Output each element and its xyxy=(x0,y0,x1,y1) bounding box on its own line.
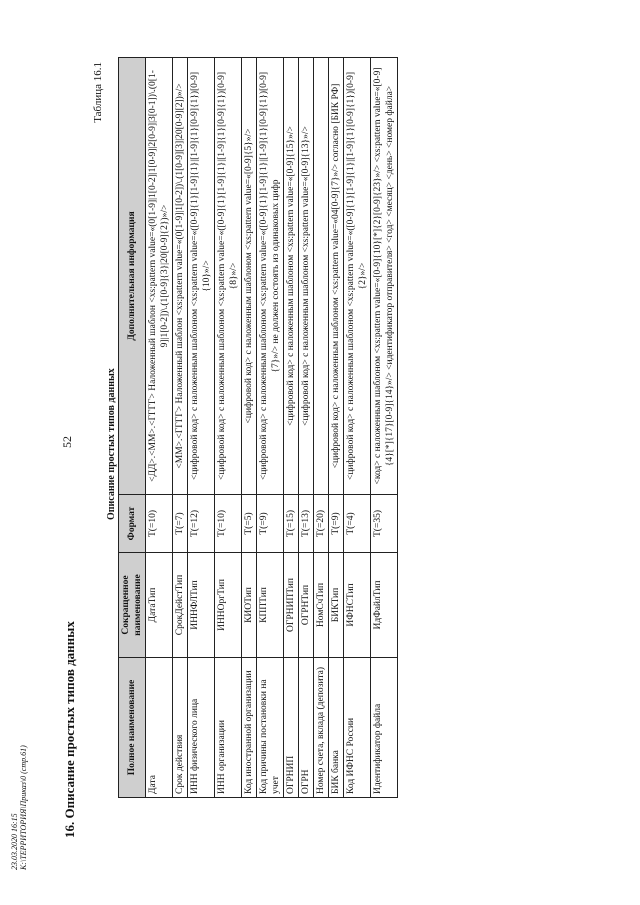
full-name-cell: БИК банка xyxy=(329,658,344,798)
info-cell: <цифровой код> с наложенным шаблоном <xs:pattern value=«([0-9]{1}[1-9]{1}|[1-9]{1}[0-9]{1})[0-9]{2}»/> xyxy=(344,58,371,495)
column-header: Формат xyxy=(119,495,146,553)
table-row xyxy=(284,58,299,798)
format-cell: T(=7) xyxy=(173,495,188,553)
short-name-cell: ИННОргТип xyxy=(215,553,242,658)
info-cell: <цифровой код> с наложенным шаблоном <xs:pattern value=«([0-9]{1}[1-9]{1}|[1-9]{1}[0-9]{1})[0-9]{8}»/> xyxy=(215,58,242,495)
format-cell: T(=10) xyxy=(146,495,173,553)
info-cell: <ММ>.<ГГГГ> Наложенный шаблон <xs:pattern value=«(0[1-9]|1[0-2])\.(1[0-9][3]|20[0-9][2])»/> xyxy=(173,58,188,495)
document-footer xyxy=(10,745,28,870)
table-header-row xyxy=(119,58,146,798)
full-name-cell: Дата xyxy=(146,658,173,798)
column-header: Полное наименование xyxy=(119,658,146,798)
format-cell: T(=12) xyxy=(188,495,215,553)
footer-path: К:\ТЕРРИТОРИЯ\Приказ\0 (стр.61) xyxy=(19,745,28,870)
info-cell: <цифровой код> с наложенным шаблоном <xs:pattern value=«([0-9]{1}[1-9]{1}|[1-9]{1}[0-9]{1})[0-9]{10}»/> xyxy=(188,58,215,495)
info-cell xyxy=(314,58,329,495)
full-name-cell: Код иностранной организации xyxy=(242,658,257,798)
short-name-cell: НомСчТип xyxy=(314,553,329,658)
table-row xyxy=(371,58,398,798)
table-row xyxy=(242,58,257,798)
full-name-cell: ОГРНИП xyxy=(284,658,299,798)
page-number: 52 xyxy=(60,436,74,448)
info-cell: <цифровой код> с наложенным шаблоном <xs:pattern value=«04[0-9]{7}»/> согласно [БИК РФ] xyxy=(329,58,344,495)
short-name-cell: ОГРНТип xyxy=(299,553,314,658)
full-name-cell: ИНН организации xyxy=(215,658,242,798)
table-row xyxy=(314,58,329,798)
data-types-table xyxy=(118,57,398,798)
table-row xyxy=(329,58,344,798)
full-name-cell: Код ИФНС России xyxy=(344,658,371,798)
column-header: Сокращенное наименование xyxy=(119,553,146,658)
info-cell: <цифровой код> с наложенным шаблоном <xs:pattern value=«[0-9]{5}»/> xyxy=(242,58,257,495)
format-cell: T(=15) xyxy=(284,495,299,553)
table-row xyxy=(344,58,371,798)
short-name-cell: ИдФайлТип xyxy=(371,553,398,658)
format-cell: T(=20) xyxy=(314,495,329,553)
table-row xyxy=(188,58,215,798)
info-cell: <цифровой код> с наложенным шаблоном <xs:pattern value=«[0-9]{15}»/> xyxy=(284,58,299,495)
info-cell: <цифровой код> с наложенным шаблоном <xs:pattern value=«[0-9]{13}»/> xyxy=(299,58,314,495)
footer-timestamp: 23.03.2020 16:15 xyxy=(10,813,19,870)
full-name-cell: Код причины постановки на учет xyxy=(257,658,284,798)
info-cell: <код> с наложенным шаблоном <xs:pattern value=«[0-9]{10}[*]{2}[0-9]{23}»/> <xs:pattern value=«[0-9]{4}[*]{17}[0-9]{14}»/> <идентификатор отправителя> <год> <месяц> <день> <номер файла> xyxy=(371,58,398,495)
short-name-cell: ИННФЛТип xyxy=(188,553,215,658)
info-cell: <цифровой код> с наложенным шаблоном <xs:pattern value=«([0-9]{1}[1-9]{1}|[1-9]{1}[0-9]{1})[0-9]{7}»/> не должен состоять из одинаковых цифр xyxy=(257,58,284,495)
short-name-cell: ДатаТип xyxy=(146,553,173,658)
full-name-cell: Срок действия xyxy=(173,658,188,798)
table-row xyxy=(299,58,314,798)
format-cell: T(=4) xyxy=(344,495,371,553)
table-row xyxy=(215,58,242,798)
full-name-cell: Номер счета, вклада (депозита) xyxy=(314,658,329,798)
table-label: Таблица 16.1 xyxy=(92,62,104,123)
short-name-cell: ОГРНИПТип xyxy=(284,553,299,658)
full-name-cell: ИНН физического лица xyxy=(188,658,215,798)
table-row xyxy=(257,58,284,798)
short-name-cell: СрокДейстТип xyxy=(173,553,188,658)
table-row xyxy=(173,58,188,798)
format-cell: T(=13) xyxy=(299,495,314,553)
format-cell: T(=35) xyxy=(371,495,398,553)
short-name-cell: БИКТип xyxy=(329,553,344,658)
info-cell: <ДД>.<ММ>.<ГГГГ> Наложенный шаблон <xs:pattern value=«(0[1-9]|1[0-2]|1[0-9]|2[0-9]|3[0-1])\.(0[1-9]|1[0-2])\.(1[0-9]{3}|20[0-9]{2})»/> xyxy=(146,58,173,495)
table-row xyxy=(146,58,173,798)
short-name-cell: КППТип xyxy=(257,553,284,658)
short-name-cell: ИФНСТип xyxy=(344,553,371,658)
rotated-page xyxy=(62,58,562,838)
column-header: Дополнительная информация xyxy=(119,58,146,495)
full-name-cell: Идентификатор файла xyxy=(371,658,398,798)
format-cell: T(=9) xyxy=(329,495,344,553)
table-caption: Описание простых типов данных xyxy=(106,368,117,520)
format-cell: T(=10) xyxy=(215,495,242,553)
format-cell: T(=5) xyxy=(242,495,257,553)
full-name-cell: ОГРН xyxy=(299,658,314,798)
format-cell: T(=9) xyxy=(257,495,284,553)
section-title: 16. Описание простых типов данных xyxy=(62,621,77,838)
short-name-cell: КИОТип xyxy=(242,553,257,658)
